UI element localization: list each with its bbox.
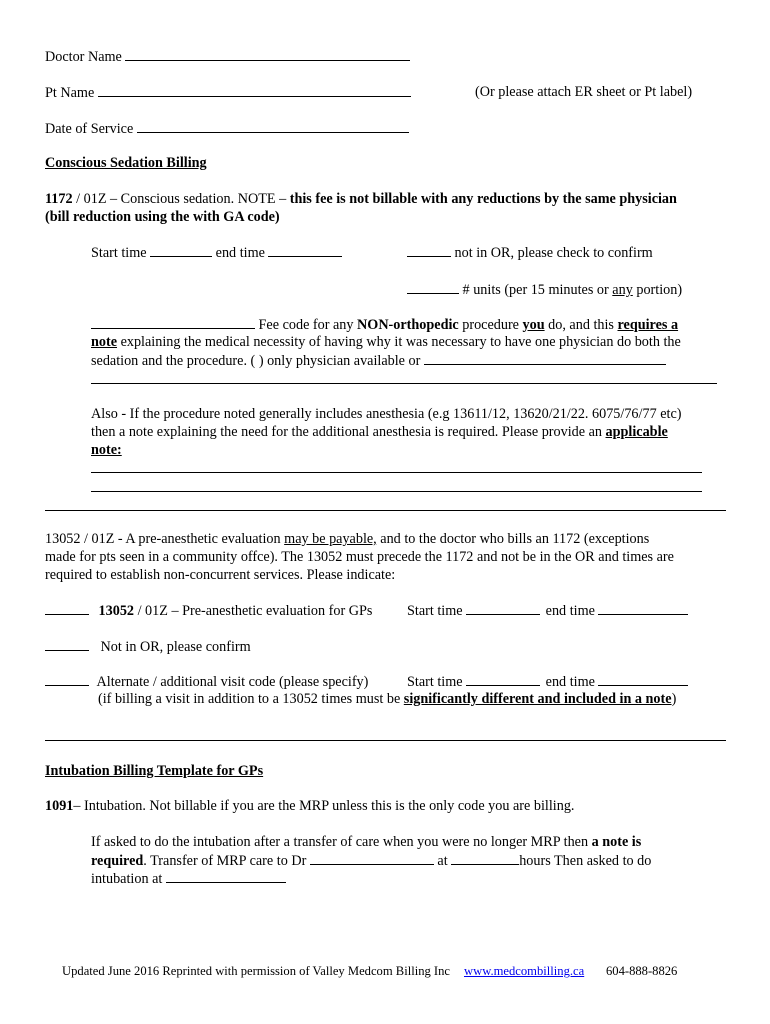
- transfer-doctor-field[interactable]: [310, 852, 434, 865]
- pre-start-time-field[interactable]: [466, 602, 540, 615]
- footer-text: Updated June 2016 Reprinted with permission of Valley Medcom Billing Inc: [62, 964, 451, 978]
- if-billing-note: [98, 691, 676, 708]
- attach-note: (Or please attach ER sheet or Pt label): [475, 84, 693, 100]
- end-time-field[interactable]: [268, 244, 342, 257]
- footer-phone: 604-888-8826: [606, 964, 678, 978]
- pre-anesthetic-line-2: made for pts seen in a community offce). The 13052 must precede the 1172 and not be in the OR and times are: [45, 549, 674, 565]
- other-reason-field[interactable]: [424, 352, 666, 365]
- if-billing-bold: significantly different and included in a note: [403, 691, 672, 707]
- pre-start-time-label: Start time: [407, 603, 463, 619]
- start-time-field[interactable]: [150, 244, 212, 257]
- pre-not-in-or-row: [45, 638, 251, 656]
- fee-you: you: [522, 317, 545, 333]
- also-applicable: applicable: [605, 424, 668, 440]
- pre-anesthetic-check-field[interactable]: [45, 602, 89, 615]
- fee-requires: requires a: [617, 317, 679, 333]
- doctor-name-label: Doctor Name: [45, 49, 122, 65]
- not-in-or-field[interactable]: [407, 244, 451, 257]
- not-in-or-label: not in OR, please check to confirm: [454, 245, 653, 261]
- fee-code-line-1: [91, 316, 678, 334]
- code-1091: 1091: [45, 798, 74, 814]
- section-divider-2: [45, 740, 726, 741]
- pre-end-time-field[interactable]: [598, 602, 688, 615]
- alternate-label: Alternate / additional visit code (please specify): [96, 674, 369, 690]
- intubation-para-line-1: [91, 834, 641, 851]
- date-of-service-label: Date of Service: [45, 121, 134, 137]
- reason-line[interactable]: [91, 383, 717, 384]
- hours-text: hours Then asked to do: [519, 853, 652, 869]
- also-text: then a note explaining the need for the additional anesthesia is required. Please provide an: [91, 424, 606, 440]
- alt-start-time-label: Start time: [407, 674, 463, 690]
- intro-text: / 01Z – Conscious sedation. NOTE –: [72, 191, 290, 207]
- non-orthopedic: NON-orthopedic: [357, 317, 459, 333]
- alternate-field[interactable]: [45, 673, 89, 686]
- pre-anesthetic-item-row: [45, 602, 372, 620]
- pre-anesthetic-line-1: [45, 531, 649, 548]
- if-billing-pre: (if billing a visit in addition to a 13052 times must be: [98, 691, 404, 707]
- units-any: any: [612, 282, 633, 298]
- start-time-label: Start time: [91, 245, 147, 261]
- pre-not-in-or-label: Not in OR, please confirm: [100, 639, 251, 655]
- also-line-1: Also - If the procedure noted generally includes anesthesia (e.g 13611/12, 13620/21/22. 6075/76/77 etc): [91, 406, 682, 422]
- fee-code-line-2: [91, 334, 681, 351]
- date-of-service-row: [45, 120, 409, 138]
- transfer-hours-field[interactable]: [451, 852, 519, 865]
- conscious-sedation-heading: Conscious Sedation Billing: [45, 155, 207, 171]
- date-of-service-field[interactable]: [137, 120, 409, 133]
- alt-end-time-field[interactable]: [598, 673, 688, 686]
- alternate-row: [45, 673, 368, 691]
- bold-note: this fee is not billable with any reductions by the same physician: [289, 191, 677, 207]
- at-text: at: [433, 853, 452, 869]
- pt-name-field[interactable]: [98, 84, 411, 97]
- fee-text-4: explaining the medical necessity of having why it was necessary to have one physician do both the: [117, 334, 681, 350]
- code-13052: 13052: [98, 603, 135, 619]
- pt-name-label: Pt Name: [45, 85, 95, 101]
- alt-start-time-field[interactable]: [466, 673, 540, 686]
- pt-name-row: [45, 84, 411, 102]
- fee-code-field[interactable]: [91, 316, 255, 329]
- if-billing-post: ): [671, 691, 677, 707]
- pre-text-2: and to the doctor who bills an 1172 (exceptions: [376, 531, 650, 547]
- fee-code-line-3: [91, 352, 666, 370]
- units-field[interactable]: [407, 281, 459, 294]
- a-note-is: a note is: [591, 834, 642, 850]
- fee-note: note: [91, 334, 118, 350]
- units-pre: # units (per 15 minutes or: [462, 282, 613, 298]
- required: required: [91, 853, 144, 869]
- not-in-or-row: [407, 244, 653, 262]
- pre-anesthetic-line-3: required to establish non-concurrent services. Please indicate:: [45, 567, 396, 583]
- doctor-name-row: [45, 48, 410, 66]
- transfer-text: . Transfer of MRP care to Dr: [143, 853, 307, 869]
- doctor-name-field[interactable]: [125, 48, 410, 61]
- pre-anesthetic-times: [407, 602, 688, 620]
- intubation-line-1: [45, 798, 574, 815]
- also-line-2: [91, 424, 668, 441]
- alternate-times: [407, 673, 688, 691]
- end-time-label: end time: [215, 245, 265, 261]
- intubation-heading: Intubation Billing Template for GPs: [45, 763, 264, 779]
- pre-text-1: 13052 / 01Z - A pre-anesthetic evaluation: [45, 531, 285, 547]
- conscious-sedation-line-1: [45, 191, 677, 208]
- may-be-payable: may be payable,: [284, 531, 377, 547]
- note-line-1[interactable]: [91, 472, 702, 473]
- fee-text-2: procedure: [458, 317, 523, 333]
- intubation-text: – Intubation. Not billable if you are the MRP unless this is the only code you are billing.: [73, 798, 575, 814]
- alt-end-time-label: end time: [545, 674, 595, 690]
- intubation-para-line-2: [91, 852, 651, 870]
- bold-note-2: (bill reduction using the with GA code): [45, 209, 280, 225]
- pre-end-time-label: end time: [545, 603, 595, 619]
- pre-not-in-or-field[interactable]: [45, 638, 89, 651]
- units-post: portion): [632, 282, 683, 298]
- intubation-para-pre: If asked to do the intubation after a transfer of care when you were no longer MRP then: [91, 834, 592, 850]
- sedation-times-row: [91, 244, 342, 262]
- fee-text-3: do, and this: [544, 317, 618, 333]
- also-note-label: note:: [91, 442, 122, 458]
- section-divider-1: [45, 510, 726, 511]
- fee-text-1: Fee code for any: [255, 317, 358, 333]
- pre-anesthetic-item-label: / 01Z – Pre-anesthetic evaluation for GPs: [134, 603, 373, 619]
- code-1172: 1172: [45, 191, 73, 207]
- units-row: [407, 281, 682, 299]
- intubation-at-label: intubation at: [91, 871, 163, 887]
- intubation-para-line-3: [91, 870, 286, 888]
- fee-text-5: sedation and the procedure. ( ) only physician available or: [91, 353, 421, 369]
- footer-link[interactable]: www.medcombilling.ca: [464, 964, 585, 978]
- note-line-2[interactable]: [91, 491, 702, 492]
- intubation-time-field[interactable]: [166, 870, 286, 883]
